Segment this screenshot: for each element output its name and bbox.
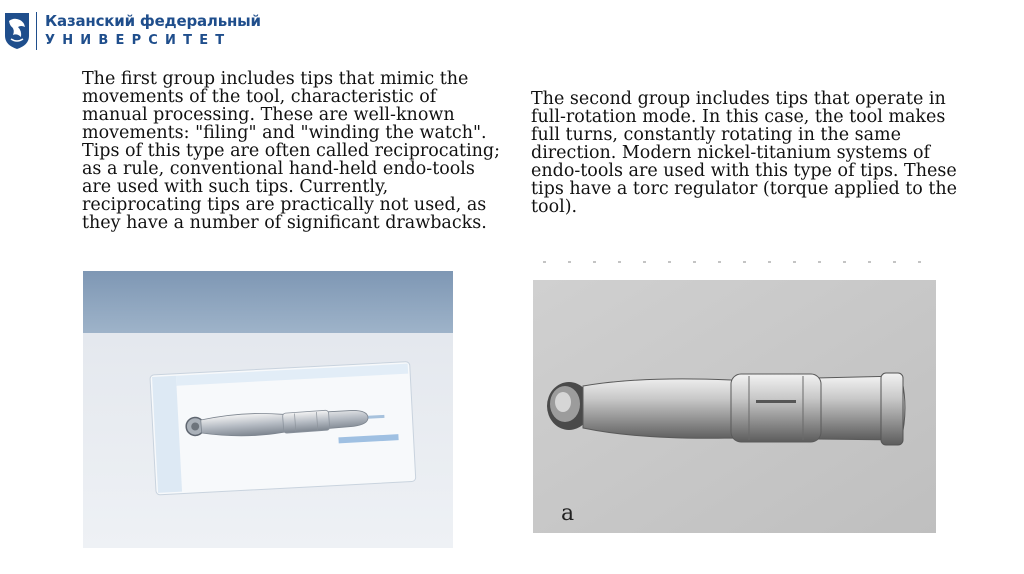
logo-text	[45, 12, 261, 50]
logo-university-word: УНИВЕРСИТЕТ	[45, 33, 232, 48]
logo-university-name: Казанский федеральный	[45, 12, 261, 30]
logo-divider	[36, 12, 37, 50]
left-paragraph: The first group includes tips that mimic the movements of the tool, characteristic of manual processing. These are well-known movements: "filing" and "winding the watch". Tips of this type are often called reciprocating; as a rule, conventional hand-held endo-tools are used with such tips. Currently, reciprocating tips are practically not used, as they have a number of significant drawbacks.	[82, 70, 501, 233]
handpiece-package-photo	[83, 271, 453, 548]
university-logo	[4, 12, 261, 50]
right-paragraph: The second group includes tips that operate in full-rotation mode. In this case, the tool makes full turns, constantly rotating in the same direction. Modern nickel-titanium systems of endo-tools are used with this type of tips. These tips have a torc regulator (torque applied to the tool).	[531, 89, 957, 217]
university-emblem-icon	[4, 12, 30, 50]
photo-label-a: a	[561, 501, 575, 526]
contra-angle-handpiece-photo	[531, 258, 938, 535]
